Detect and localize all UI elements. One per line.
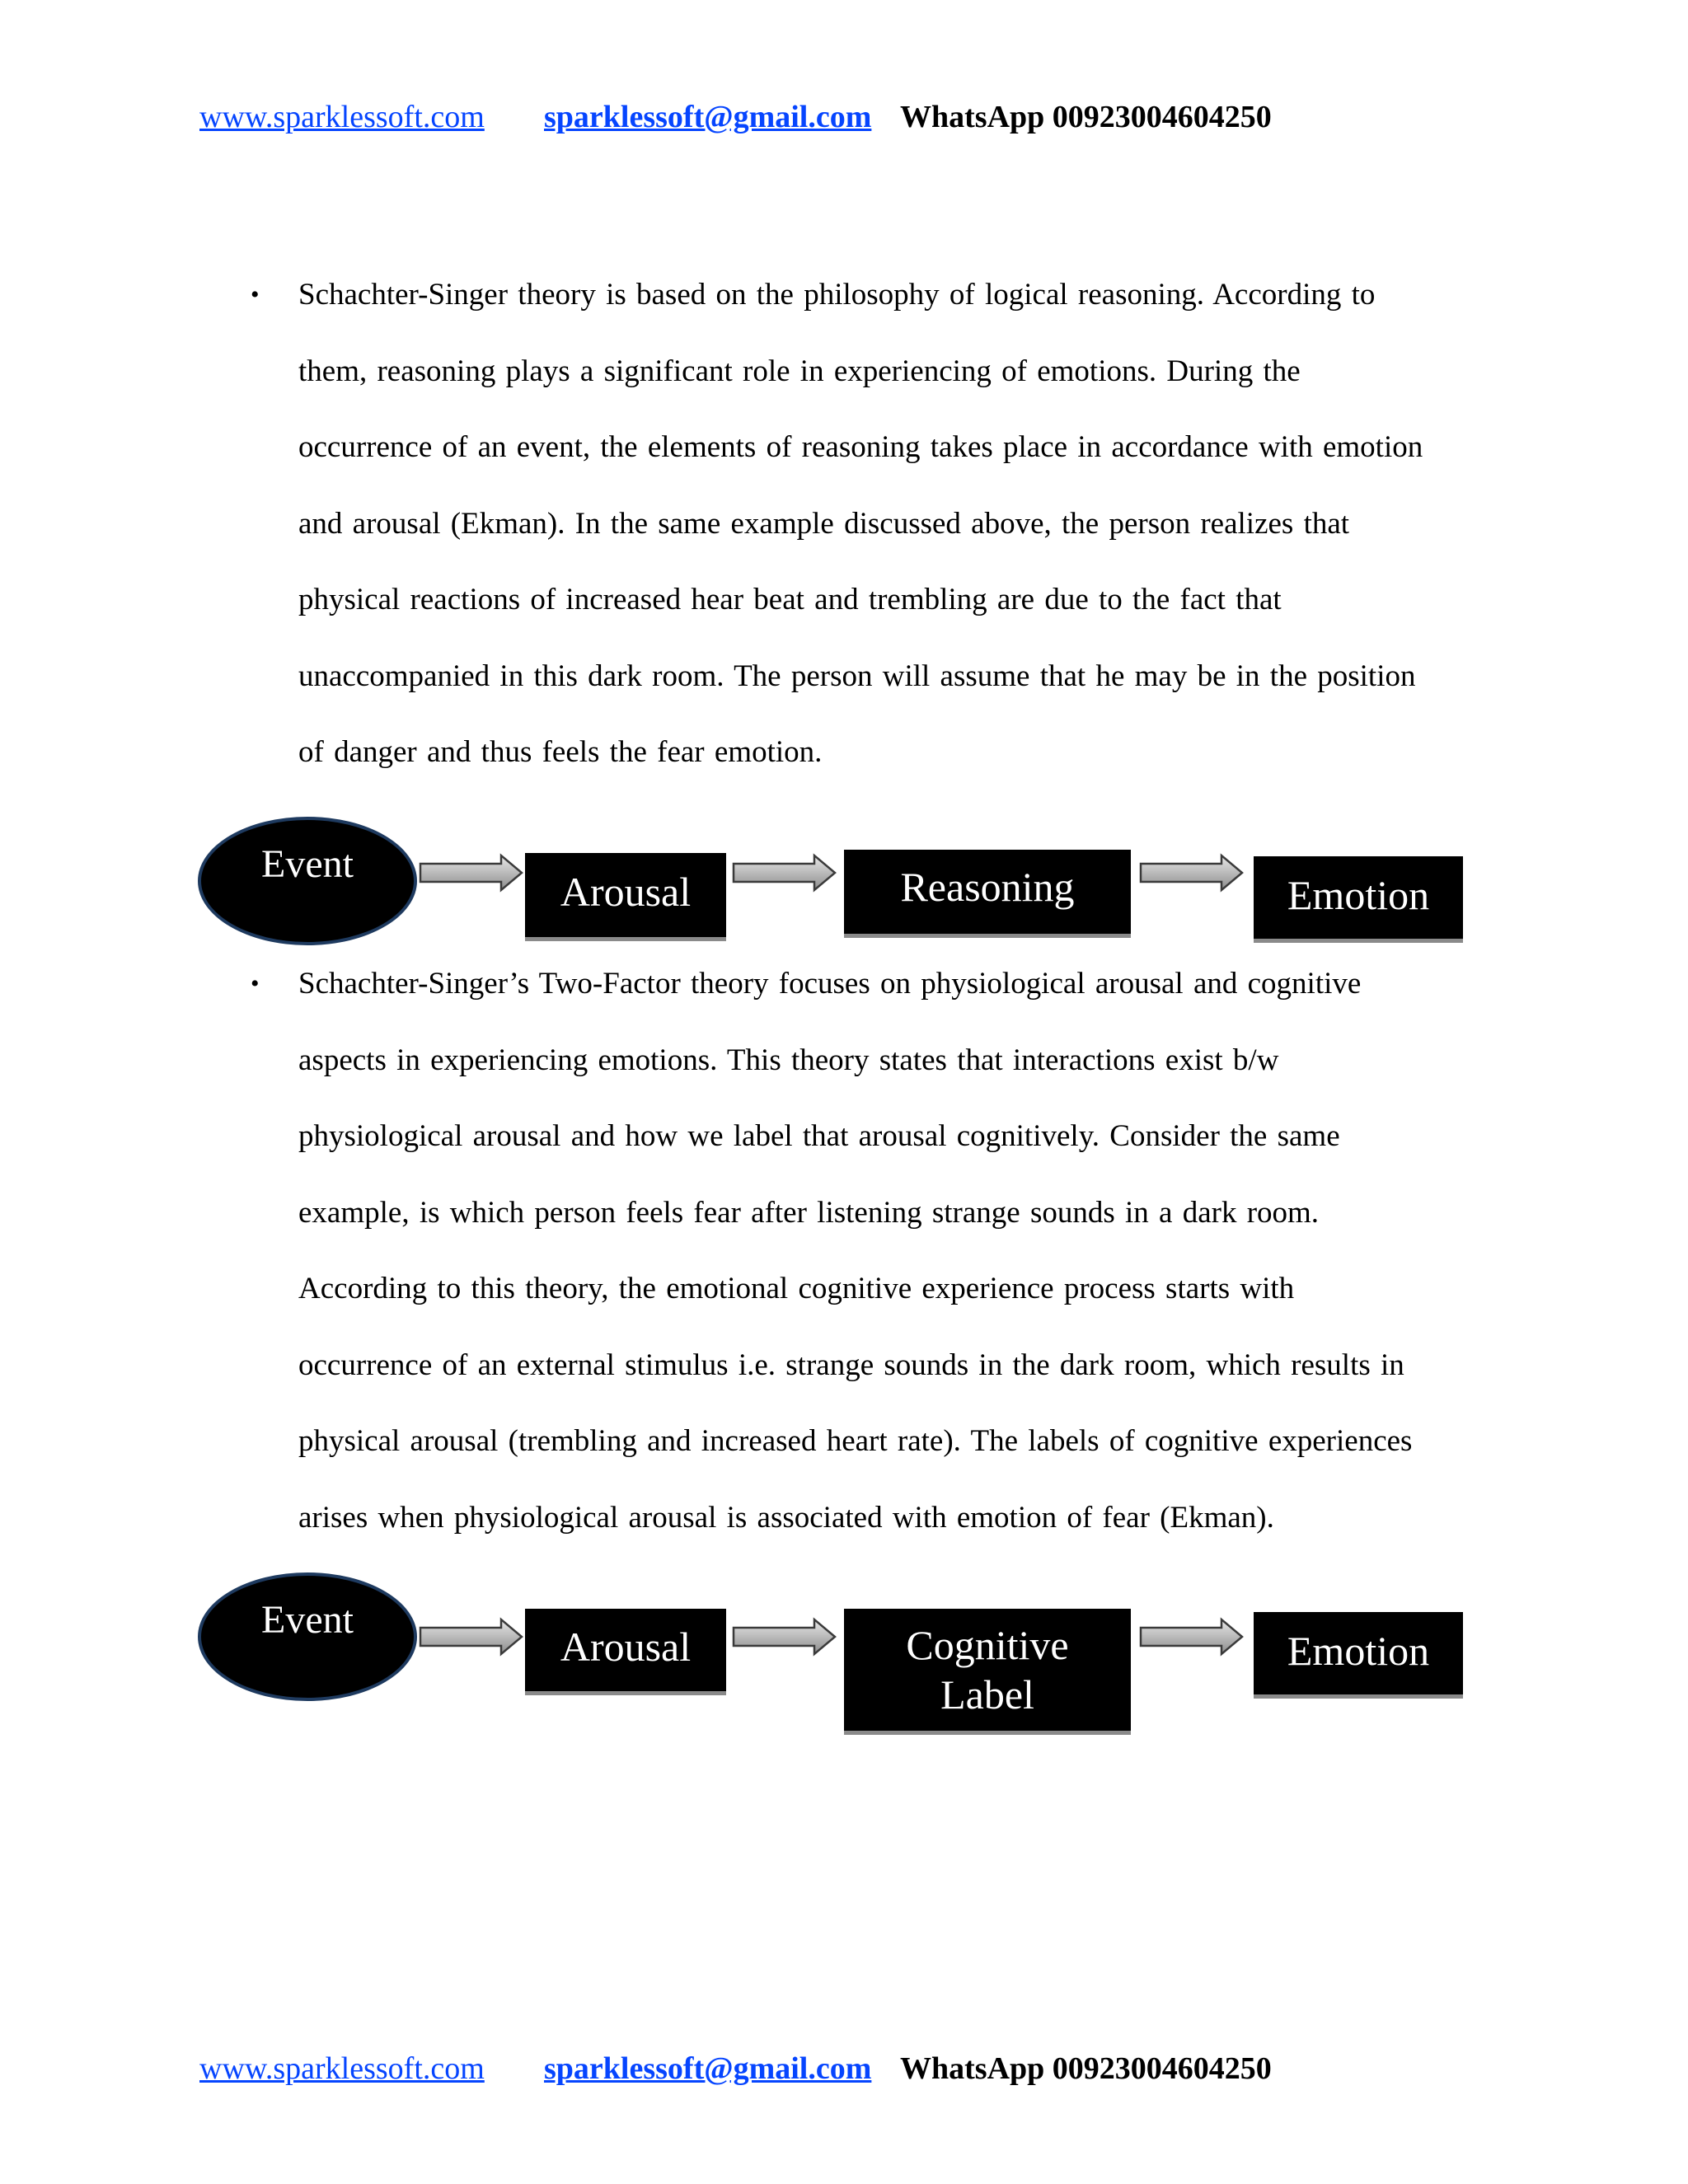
emotion-label: Emotion — [1287, 1628, 1430, 1674]
paragraph-line: Schachter-Singer’s Two-Factor theory focuses on physiological arousal and cognitive — [298, 967, 1362, 1001]
bullet-icon: • — [251, 970, 260, 997]
arrow-icon — [732, 1617, 837, 1657]
paragraph-line: Schachter-Singer theory is based on the philosophy of logical reasoning. According to — [298, 278, 1376, 312]
event-node — [198, 817, 417, 945]
arousal-node — [525, 1609, 726, 1691]
flow-diagram-cognitive-label — [0, 1568, 1688, 1732]
emotion-label: Emotion — [1287, 872, 1430, 918]
emotion-node — [1254, 856, 1463, 939]
header-whatsapp: WhatsApp 00923004604250 — [900, 100, 1272, 134]
arousal-node — [525, 853, 726, 937]
paragraph-line: physical reactions of increased hear beat and trembling are due to the fact that — [298, 583, 1282, 616]
arrow-icon — [1139, 853, 1245, 893]
reasoning-node — [844, 850, 1131, 934]
bullet-paragraph-1 — [251, 257, 1502, 791]
paragraph-line: them, reasoning plays a significant role in experiencing of emotions. During the — [298, 354, 1301, 388]
paragraph-line: physical arousal (trembling and increased heart rate). The labels of cognitive experiences — [298, 1424, 1413, 1458]
header-email-link[interactable]: sparklessoft@gmail.com — [544, 100, 872, 134]
arrow-icon — [732, 853, 837, 893]
reasoning-label: Reasoning — [900, 864, 1075, 910]
bullet-icon: • — [251, 281, 260, 308]
arrow-icon — [1139, 1617, 1245, 1657]
footer-email-link[interactable]: sparklessoft@gmail.com — [544, 2051, 872, 2086]
paragraph-line: According to this theory, the emotional cognitive experience process starts with — [298, 1272, 1295, 1305]
footer-whatsapp: WhatsApp 00923004604250 — [900, 2051, 1272, 2086]
event-node — [198, 1572, 417, 1701]
paragraph-line: unaccompanied in this dark room. The person will assume that he may be in the position — [298, 658, 1416, 693]
emotion-node — [1254, 1612, 1463, 1694]
event-label: Event — [261, 1598, 354, 1642]
header-website-link[interactable]: www.sparklessoft.com — [199, 100, 485, 134]
paragraph-line: arises when physiological arousal is associated with emotion of fear (Ekman). — [298, 1500, 1274, 1535]
paragraph-line: of danger and thus feels the fear emotion. — [298, 735, 823, 769]
paragraph-line: example, is which person feels fear after listening strange sounds in a dark room. — [298, 1195, 1320, 1230]
cognitive-label-line1: Cognitive — [906, 1622, 1069, 1668]
arrow-icon — [419, 1617, 524, 1657]
paragraph-line: occurrence of an external stimulus i.e. strange sounds in the dark room, which results in — [298, 1347, 1404, 1382]
cognitive-label-node — [844, 1609, 1131, 1731]
paragraph-line: occurrence of an event, the elements of reasoning takes place in accordance with emotion — [298, 430, 1423, 464]
arousal-label: Arousal — [560, 869, 692, 915]
arrow-icon — [419, 853, 524, 893]
footer-website-link[interactable]: www.sparklessoft.com — [199, 2051, 485, 2086]
paragraph-line: physiological arousal and how we label that arousal cognitively. Consider the same — [298, 1119, 1340, 1153]
event-label: Event — [261, 842, 354, 886]
arousal-label: Arousal — [560, 1624, 692, 1670]
cognitive-label-line2: Label — [940, 1671, 1034, 1718]
paragraph-line: aspects in experiencing emotions. This theory states that interactions exist b/w — [298, 1043, 1279, 1077]
paragraph-line: and arousal (Ekman). In the same example discussed above, the person realizes that — [298, 506, 1350, 541]
bullet-paragraph-2 — [251, 946, 1502, 1556]
